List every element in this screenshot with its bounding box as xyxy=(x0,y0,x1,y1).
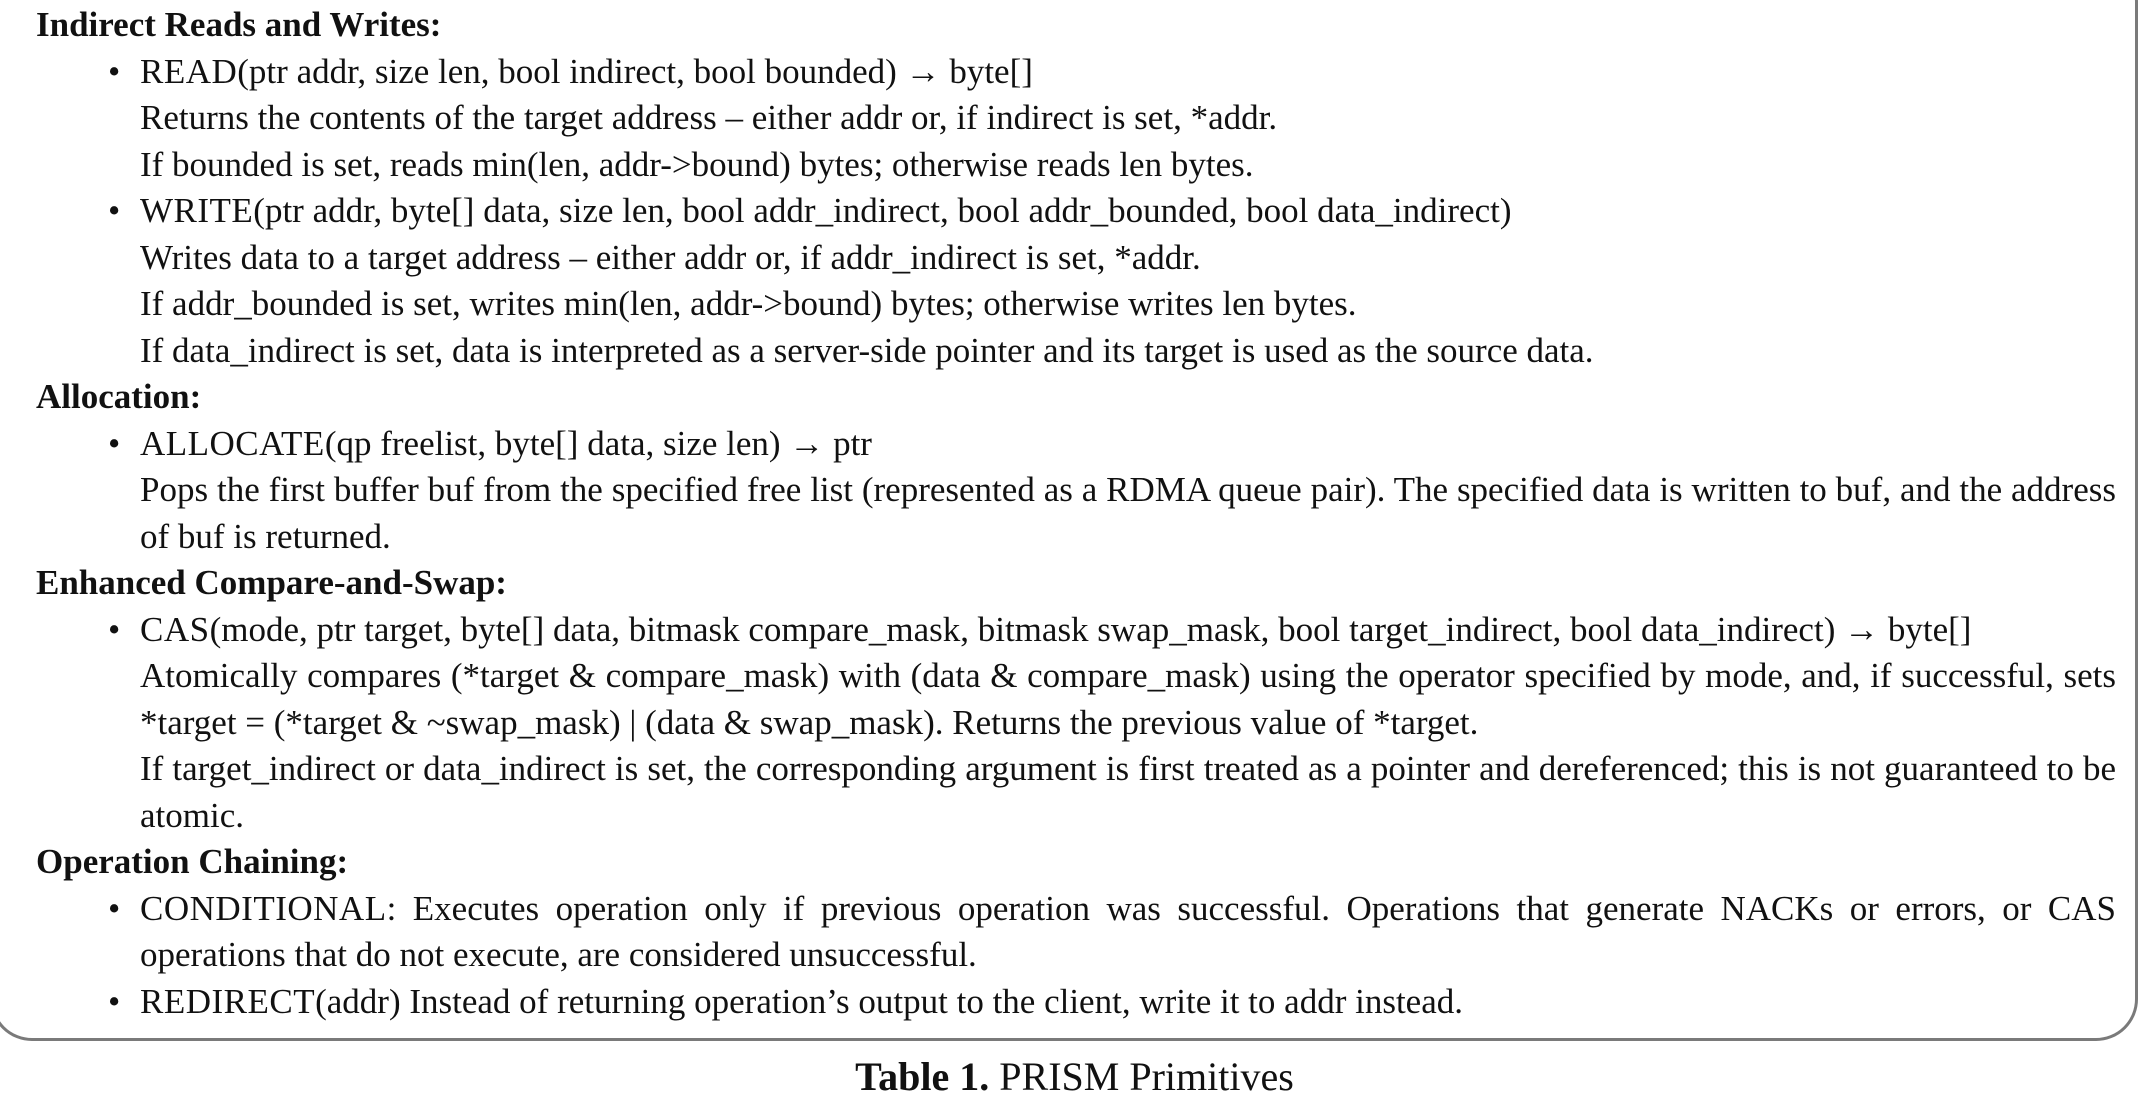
primitives-table xyxy=(36,2,2116,1025)
conditional-text: : Executes operation only if previous operation was successful. Operations that generate NACKs or errors, or CAS operations that do not execute, are considered unsuccessful. xyxy=(140,888,2116,974)
allocate-name: ALLOCATE xyxy=(140,423,325,463)
bullet-icon: • xyxy=(108,423,121,463)
section-title-allocation: Allocation: xyxy=(36,377,202,416)
write-name: WRITE xyxy=(140,191,254,230)
bullet-icon: • xyxy=(108,981,121,1021)
read-params: (ptr addr, size len, bool indirect, bool bounded) → byte[] xyxy=(237,51,1033,91)
allocate-params: (qp freelist, byte[] data, size len) → ptr xyxy=(324,423,872,463)
list-item-allocate xyxy=(36,421,2116,561)
read-signature xyxy=(140,49,2116,96)
bullet-icon: • xyxy=(108,609,121,649)
bullet-icon: • xyxy=(108,888,121,928)
cas-signature xyxy=(140,607,2116,654)
redirect-description xyxy=(140,979,2116,1026)
write-params: (ptr addr, byte[] data, size len, bool addr_indirect, bool addr_bounded, bool data_indirect) xyxy=(253,191,1512,230)
list-item-read xyxy=(36,49,2116,189)
write-signature xyxy=(140,188,2116,235)
cas-params: (mode, ptr target, byte[] data, bitmask compare_mask, bitmask swap_mask, bool target_indirect, bool data_indirect) → byte[] xyxy=(209,609,1972,649)
caption-text: PRISM Primitives xyxy=(989,1054,1294,1099)
cas-description-2: If target_indirect or data_indirect is set, the corresponding argument is first treated as a pointer and dereferenced; this is not guaranteed to be atomic. xyxy=(140,749,2116,835)
allocate-description: Pops the first buffer buf from the specified free list (represented as a RDMA queue pair). The specified data is written to buf, and the address of buf is returned. xyxy=(140,470,2116,556)
bullet-icon: • xyxy=(108,191,121,230)
list-item-write xyxy=(36,188,2116,374)
section-title-indirect: Indirect Reads and Writes: xyxy=(36,5,442,44)
list-item-redirect xyxy=(36,979,2116,1026)
caption-label: Table 1. xyxy=(855,1054,990,1099)
list-item-conditional xyxy=(36,886,2116,979)
cas-name: CAS xyxy=(140,609,210,649)
conditional-description xyxy=(140,886,2116,979)
cas-description-1: Atomically compares (*target & compare_mask) with (data & compare_mask) using the operator specified by mode, and, if successful, sets *target = (*target & ~swap_mask) | (data & swap_mask). Returns the previous value of *target. xyxy=(140,656,2116,742)
read-description-2: If bounded is set, reads min(len, addr->bound) bytes; otherwise reads len bytes. xyxy=(140,144,1254,184)
conditional-name: CONDITIONAL xyxy=(140,888,387,928)
bullet-icon: • xyxy=(108,51,121,91)
section-title-chaining: Operation Chaining: xyxy=(36,842,349,881)
allocate-signature xyxy=(140,421,2116,468)
list-item-cas xyxy=(36,607,2116,840)
redirect-name: REDIRECT xyxy=(140,981,316,1021)
redirect-text: (addr) Instead of returning operation’s output to the client, write it to addr instead. xyxy=(315,981,1463,1021)
section-title-cas: Enhanced Compare-and-Swap: xyxy=(36,563,507,602)
write-description-3: If data_indirect is set, data is interpreted as a server-side pointer and its target is used as the source data. xyxy=(140,330,1594,370)
read-name: READ xyxy=(140,51,238,91)
read-description-1: Returns the contents of the target address – either addr or, if indirect is set, *addr. xyxy=(140,98,1278,137)
write-description-2: If addr_bounded is set, writes min(len, addr->bound) bytes; otherwise writes len bytes. xyxy=(140,284,1357,323)
table-caption xyxy=(0,1053,2149,1100)
write-description-1: Writes data to a target address – either addr or, if addr_indirect is set, *addr. xyxy=(140,237,1201,277)
